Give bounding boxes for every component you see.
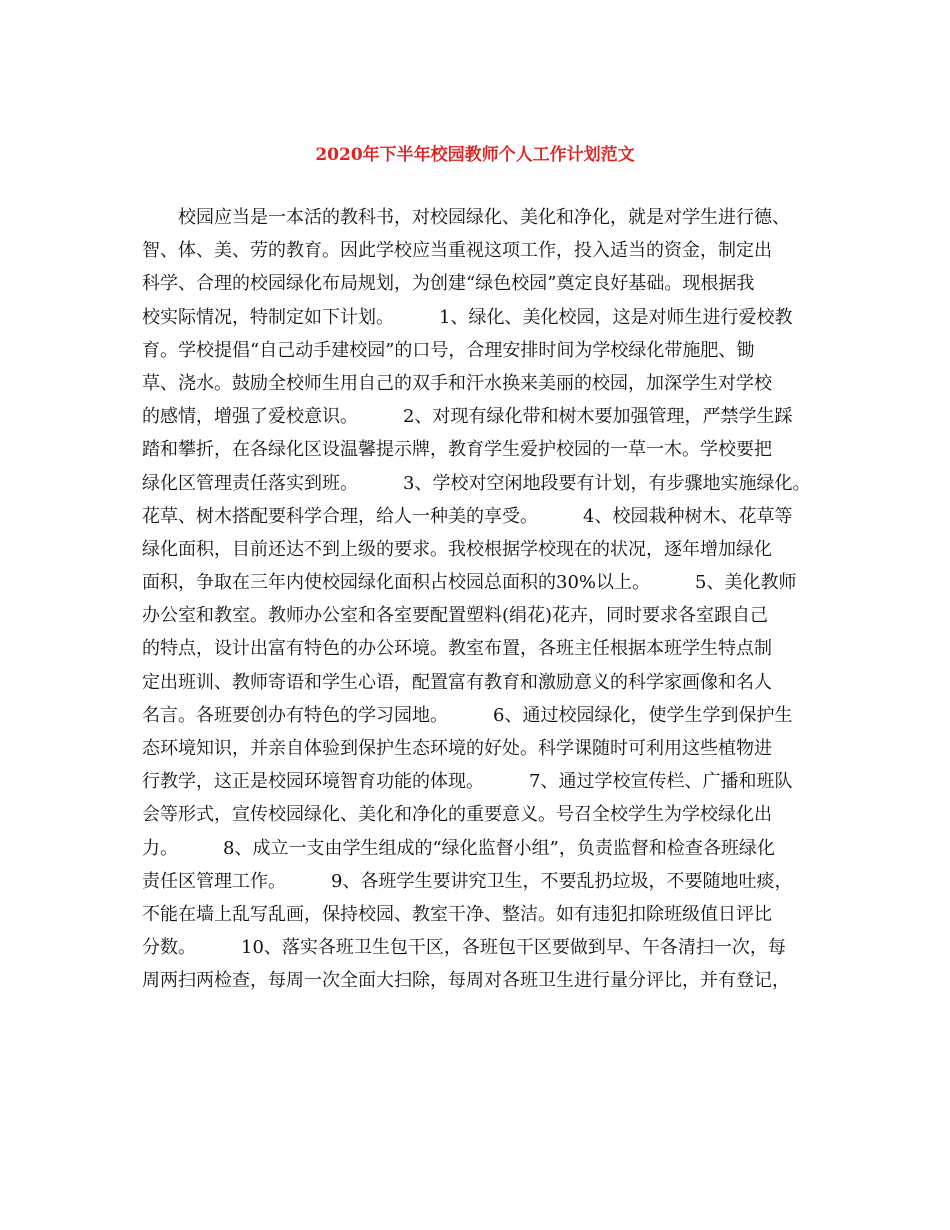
text-line: 力。 8、成立一支由学生组成的“绿化监督小组”，负责监督和检查各班绿化 bbox=[142, 837, 775, 859]
text-line: 分数。 10、落实各班卫生包干区，各班包干区要做到早、午各清扫一次，每 bbox=[142, 937, 786, 959]
text-line: 态环境知识，并亲自体验到保护生态环境的好处。科学课随时可利用这些植物进 bbox=[142, 738, 772, 759]
text-line: 育。学校提倡“自己动手建校园”的口号，合理安排时间为学校绿化带施肥、锄 bbox=[142, 339, 755, 361]
text-line: 科学、合理的校园绿化布局规划，为创建“绿色校园”奠定良好基础。现根据我 bbox=[142, 273, 755, 295]
text-line: 绿化面积，目前还达不到上级的要求。我校根据学校现在的状况，逐年增加绿化 bbox=[142, 538, 772, 560]
text-line: 责任区管理工作。 9、各班学生要讲究卫生，不要乱扔垃圾，不要随地吐痰， bbox=[142, 870, 793, 892]
text-line: 花草、树木搭配要科学合理，给人一种美的享受。 4、校园栽种树木、花草等 bbox=[142, 505, 793, 527]
page-title: 2020年下半年校园教师个人工作计划范文 bbox=[315, 145, 635, 165]
text-line: 周两扫两检查，每周一次全面大扫除，每周对各班卫生进行量分评比，并有登记， bbox=[142, 970, 790, 992]
text-line: 的感情，增强了爱校意识。 2、对现有绿化带和树木要加强管理，严禁学生踩 bbox=[142, 406, 793, 428]
text-line: 名言。各班要创办有特色的学习园地。 6、通过校园绿化，使学生学到保护生 bbox=[142, 704, 793, 726]
text-line: 绿化区管理责任落实到班。 3、学校对空闲地段要有计划，有步骤地实施绿化。 bbox=[142, 472, 811, 494]
text-line: 的特点，设计出富有特色的办公环境。教室布置，各班主任根据本班学生特点制 bbox=[142, 638, 772, 660]
text-line: 办公室和教室。教师办公室和各室要配置塑料(绢花)花卉，同时要求各室跟自己 bbox=[142, 605, 769, 627]
text-line: 校实际情况，特制定如下计划。 1、绿化、美化校园，这是对师生进行爱校教 bbox=[142, 306, 793, 328]
text-line: 踏和攀折，在各绿化区设温馨提示牌，教育学生爱护校园的一草一木。学校要把 bbox=[142, 439, 772, 461]
text-line: 不能在墙上乱写乱画，保持校园、教室干净、整洁。如有违犯扣除班级值日评比 bbox=[142, 903, 772, 925]
body-paragraph bbox=[142, 201, 822, 998]
text-line: 草、浇水。鼓励全校师生用自己的双手和汗水换来美丽的校园，加深学生对学校 bbox=[142, 372, 772, 394]
text-line: 智、体、美、劳的教育。因此学校应当重视这项工作，投入适当的资金，制定出 bbox=[142, 240, 772, 262]
text-line: 会等形式，宣传校园绿化、美化和净化的重要意义。号召全校学生为学校绿化出 bbox=[142, 804, 772, 826]
text-line: 定出班训、教师寄语和学生心语，配置富有教育和激励意义的科学家画像和名人 bbox=[142, 671, 772, 693]
text-line: 面积，争取在三年内使校园绿化面积占校园总面积的30%以上。 5、美化教师 bbox=[142, 572, 797, 594]
text-line: 校园应当是一本活的教科书，对校园绿化、美化和净化，就是对学生进行德、 bbox=[142, 207, 790, 228]
text-line: 行教学，这正是校园环境智育功能的体现。 7、通过学校宣传栏、广播和班队 bbox=[142, 771, 793, 793]
